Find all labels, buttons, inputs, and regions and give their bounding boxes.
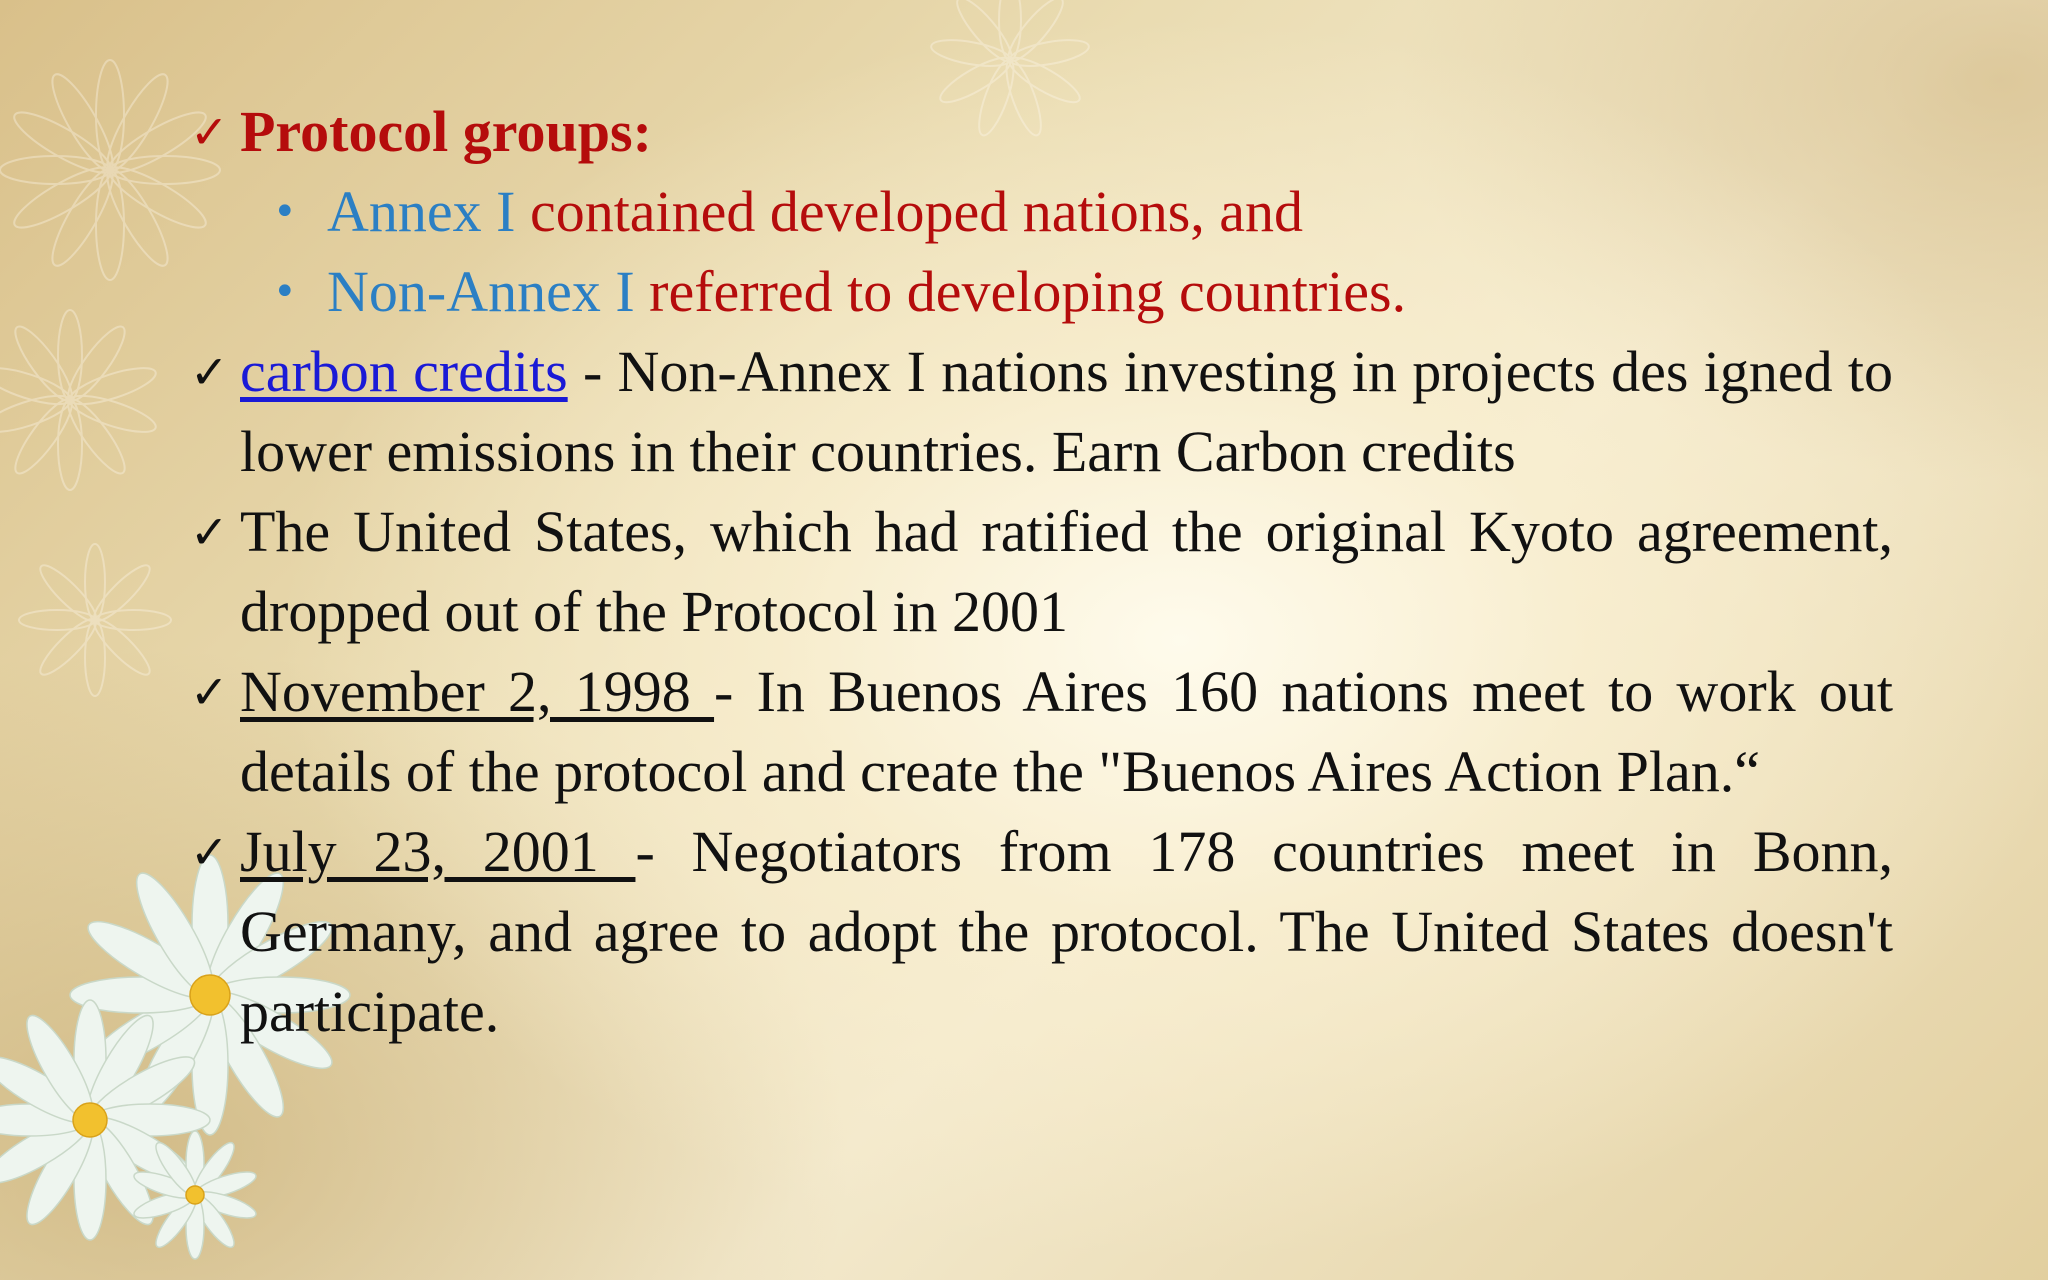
non-annex-i-text: referred to developing countries. <box>634 259 1407 324</box>
bullet-item-non-annex-i <box>190 252 1893 332</box>
bullet-icon: • <box>273 269 297 315</box>
protocol-groups-heading: Protocol groups: <box>240 99 652 164</box>
buenos-aires-date: November 2, 1998 <box>240 659 715 724</box>
buenos-aires-item <box>190 652 1893 812</box>
carbon-credits-text: - Non-Annex I nations investing in projects des igned to lower emissions in their countries. Earn Carbon credits <box>240 339 1893 484</box>
slide-content <box>190 92 1893 1052</box>
carbon-credits-item <box>190 332 1893 492</box>
annex-i-term: Annex I <box>327 179 516 244</box>
bullet-item-annex-i <box>190 172 1893 252</box>
bonn-date: July 23, 2001 <box>240 819 636 884</box>
checkmark-icon: ✓ <box>190 665 229 719</box>
checkmark-icon: ✓ <box>190 105 229 159</box>
checkmark-icon: ✓ <box>190 825 229 879</box>
buenos-aires-text: - In Buenos Aires 160 nations meet to work out details of the protocol and create the "Buenos Aires Action Plan.“ <box>240 659 1893 804</box>
annex-i-text: contained developed nations, and <box>515 179 1304 244</box>
bonn-item <box>190 812 1893 1052</box>
bullet-icon: • <box>273 189 297 235</box>
checkmark-icon: ✓ <box>190 345 229 399</box>
united-states-text: The United States, which had ratified the original Kyoto agreement, dropped out of the Protocol in 2001 <box>240 499 1893 644</box>
checkmark-icon: ✓ <box>190 505 229 559</box>
bonn-text: - Negotiators from 178 countries meet in Bonn, Germany, and agree to adopt the protocol. The United States doesn't participate. <box>240 819 1893 1044</box>
protocol-groups-item <box>190 92 1893 172</box>
non-annex-i-term: Non-Annex I <box>327 259 635 324</box>
united-states-item <box>190 492 1893 652</box>
carbon-credits-link[interactable]: carbon credits <box>240 339 568 404</box>
